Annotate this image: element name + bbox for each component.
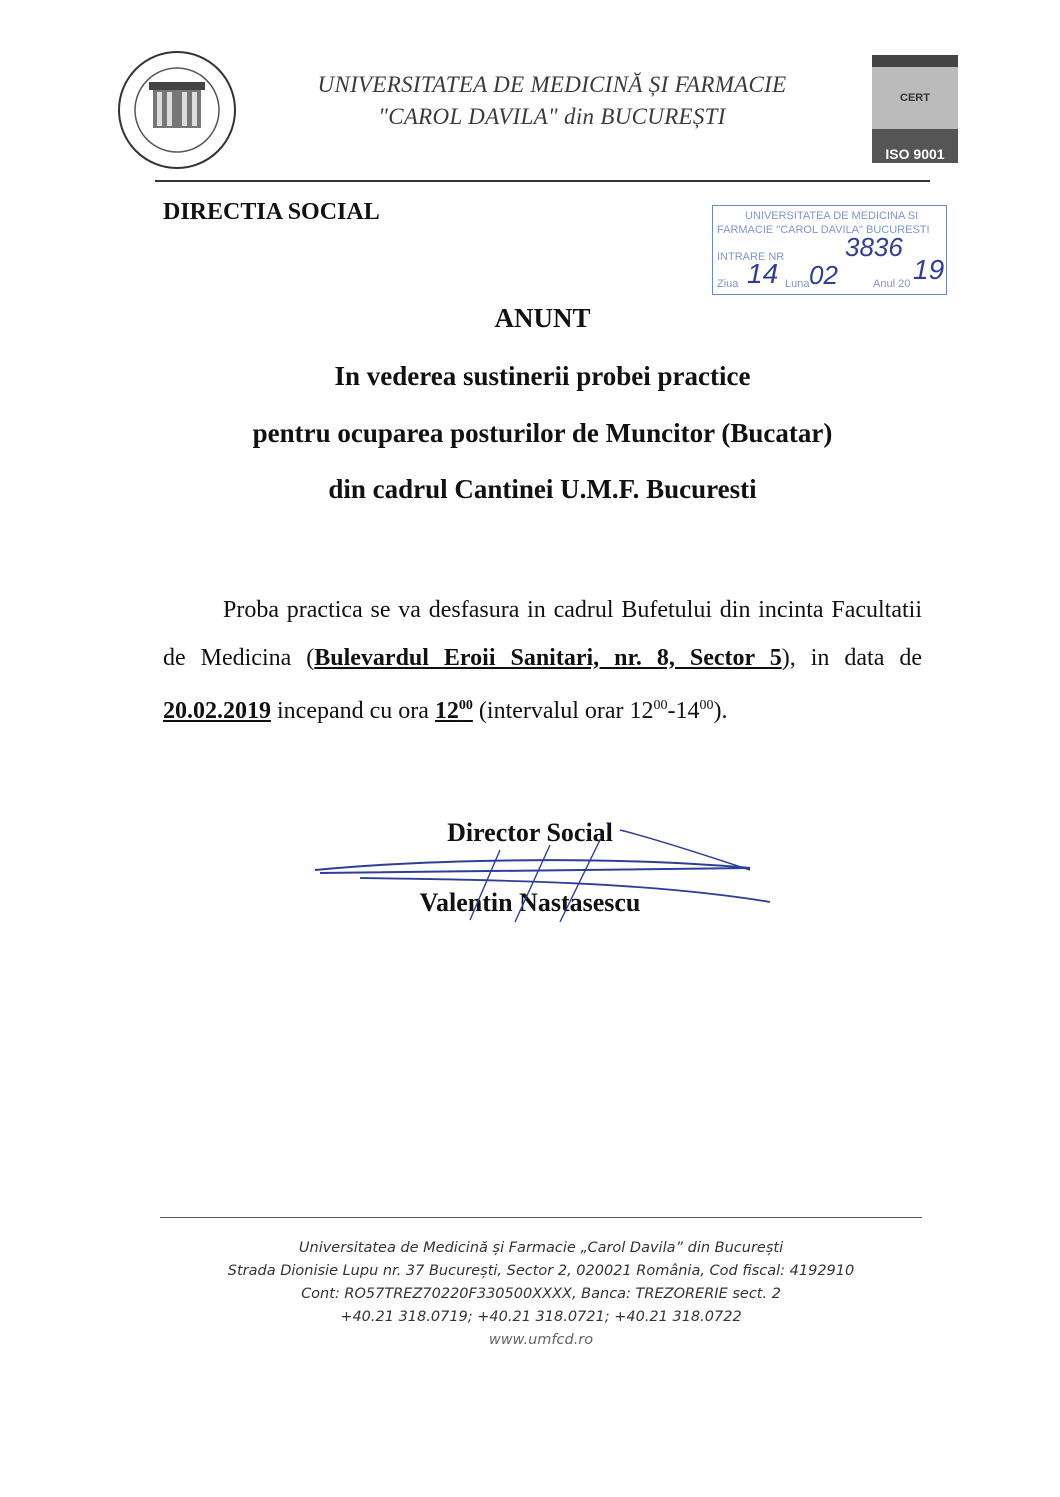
department-name: DIRECTIA SOCIAL	[163, 199, 380, 225]
exam-date: 20.02.2019	[163, 698, 271, 724]
university-name-line2: "CAROL DAVILA" din BUCUREȘTI	[378, 104, 726, 129]
iso-label: ISO 9001	[872, 129, 958, 163]
iso-certification-logo: CERT ISO 9001	[872, 55, 958, 163]
subtitle-line: din cadrul Cantinei U.M.F. Bucuresti	[328, 474, 757, 504]
signatory-role: Director Social	[447, 818, 613, 847]
footer-divider	[160, 1217, 922, 1218]
address: Bulevardul Eroii Sanitari, nr. 8, Sector 5	[314, 644, 782, 671]
university-name-line1: UNIVERSITATEA DE MEDICINĂ ȘI FARMACIE	[317, 72, 787, 97]
footer-website: www.umfcd.ro	[488, 1332, 594, 1348]
footer-line: Cont: RO57TREZ70220F330500XXXX, Banca: TREZORERIE sect. 2	[301, 1286, 781, 1302]
exam-hour: $12^{00}$	[434, 698, 473, 724]
registration-stamp: UNIVERSITATEA DE MEDICINA SI FARMACIE "CAROL DAVILA" BUCURESTI INTRARE NR 3836 Ziua 14 Luna 02 Anul 20 19	[712, 205, 947, 295]
university-seal-logo	[115, 50, 239, 170]
header-divider	[155, 180, 930, 182]
signatory-name: Valentin Nastasescu	[419, 888, 641, 917]
subtitle-line: In vederea sustinerii probei practice	[334, 361, 751, 391]
entry-number: 3836	[845, 232, 903, 262]
announcement-title: ANUNT	[494, 303, 591, 333]
footer-line: +40.21 318.0719; +40.21 318.0721; +40.21 318.0722	[340, 1309, 742, 1325]
subtitle-line: pentru ocuparea posturilor de Muncitor (Bucatar)	[252, 418, 833, 448]
footer-line: Universitatea de Medicină și Farmacie „Carol Davila” din București	[298, 1240, 784, 1256]
footer-line: Strada Dionisie Lupu nr. 37 București, Sector 2, 020021 România, Cod fiscal: 4192910	[227, 1263, 855, 1279]
announcement-body: Proba practica se va desfasura in cadrul Bufetului din incinta Facultatii de Medicina (Bulevardul Eroii Sanitari, nr. 8, Sector 5), in data de 20.02.2019 incepand cu ora $12^{00}$ (intervalul orar $12^{00}-14^{00}$).	[163, 597, 922, 724]
handwritten-signature	[300, 810, 780, 930]
